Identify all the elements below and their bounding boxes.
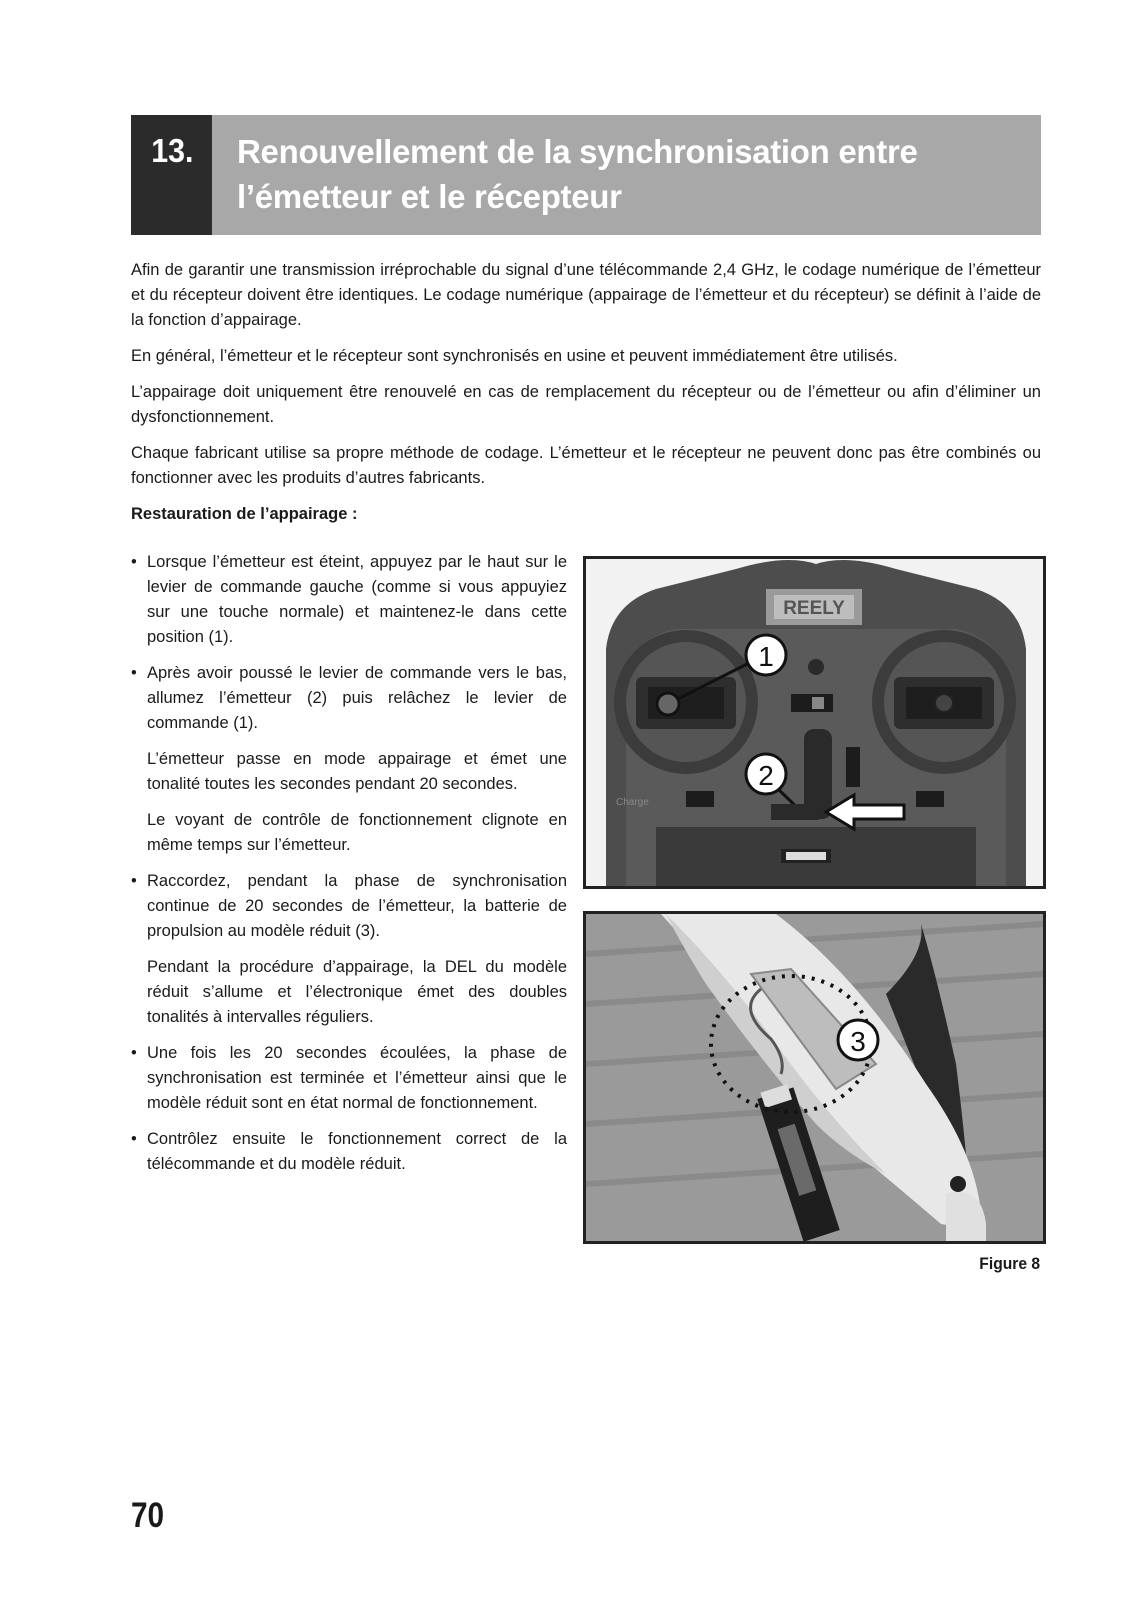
bullet-icon: • [131, 1044, 137, 1062]
list-item-note: Pendant la procédure d’appairage, la DEL du modèle réduit s’allume et l’électronique émet des doubles tonalités à intervalles réguliers. [147, 958, 567, 1026]
model-photo [583, 911, 1046, 1244]
list-item [131, 550, 567, 650]
list-item [131, 1041, 567, 1116]
list-item-text: Après avoir poussé le levier de commande vers le bas, allumez l’émetteur (2) puis relâchez le levier de commande (1). [147, 664, 567, 732]
list-item [131, 869, 567, 1030]
instruction-list [131, 550, 567, 1188]
callout-2: 2 [758, 760, 774, 791]
intro-paragraph: Chaque fabricant utilise sa propre méthode de codage. L’émetteur et le récepteur ne peuvent donc pas être combinés ou fonctionner avec les produits d’autres fabricants. [131, 444, 1041, 487]
bullet-icon: • [131, 872, 137, 890]
list-item-note: L’émetteur passe en mode appairage et émet une tonalité toutes les secondes pendant 20 secondes. [147, 750, 567, 793]
transmitter-photo [583, 556, 1046, 889]
section-number: 13. [131, 115, 212, 235]
subheading: Restauration de l’appairage : [131, 505, 358, 523]
intro-text [131, 258, 1041, 538]
callout-3: 3 [850, 1026, 866, 1057]
charge-label: Charge [616, 797, 649, 808]
list-item-note: Le voyant de contrôle de fonctionnement clignote en même temps sur l’émetteur. [147, 811, 567, 854]
list-item-text: Lorsque l’émetteur est éteint, appuyez par le haut sur le levier de commande gauche (comme si vous appuyiez sur une touche normale) et maintenez-le dans cette position (1). [147, 553, 567, 646]
transmitter-illustration [586, 559, 1043, 886]
list-item-text: Une fois les 20 secondes écoulées, la phase de synchronisation est terminée et l’émetteur ainsi que le modèle réduit sont en état normal de fonctionnement. [147, 1044, 567, 1112]
model-illustration [586, 914, 1043, 1241]
callout-1: 1 [758, 641, 774, 672]
list-item [131, 1127, 567, 1177]
list-item [131, 661, 567, 858]
section-title [237, 129, 1037, 219]
intro-paragraph: Afin de garantir une transmission irréprochable du signal d’une télécommande 2,4 GHz, le codage numérique de l’émetteur et du récepteur doivent être identiques. Le codage numérique (appairage de l’émetteur et du récepteur) se définit à l’aide de la fonction d’appairage. [131, 261, 1041, 329]
bullet-icon: • [131, 664, 137, 682]
list-item-text: Raccordez, pendant la phase de synchronisation continue de 20 secondes de l’émetteur, la batterie de propulsion au modèle réduit (3). [147, 872, 567, 940]
bullet-icon: • [131, 1130, 137, 1148]
page-number: 70 [131, 1496, 165, 1535]
section-title-line-1: Renouvellement de la synchronisation entre [237, 133, 918, 170]
bullet-icon: • [131, 553, 137, 571]
intro-paragraph: L’appairage doit uniquement être renouvelé en cas de remplacement du récepteur ou de l’émetteur ou afin d’éliminer un dysfonctionnement. [131, 383, 1041, 426]
figure-caption: Figure 8 [979, 1254, 1040, 1273]
section-banner [131, 115, 1041, 235]
intro-paragraph: En général, l’émetteur et le récepteur sont synchronisés en usine et peuvent immédiatement être utilisés. [131, 347, 898, 365]
brand-logo: REELY [783, 598, 845, 619]
list-item-text: Contrôlez ensuite le fonctionnement correct de la télécommande et du modèle réduit. [147, 1130, 567, 1173]
section-title-line-2: l’émetteur et le récepteur [237, 178, 622, 215]
